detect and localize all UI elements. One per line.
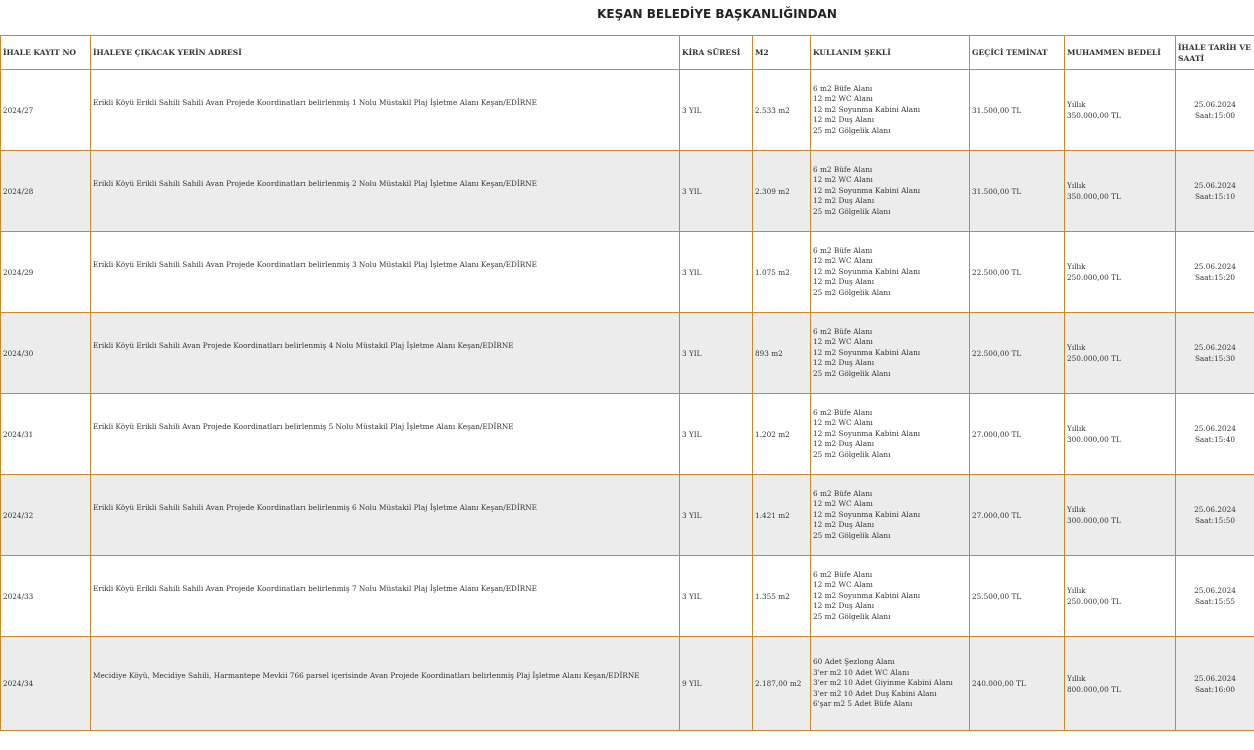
- kullanim-line: 12 m2 Duş Alanı: [813, 277, 875, 287]
- tarih-value: 25.06.2024: [1194, 262, 1236, 271]
- kullanim-cell: [811, 556, 970, 637]
- adres-cell: [91, 475, 680, 556]
- kullanim-line: 12 m2 Soyunma Kabini Alanı: [813, 509, 921, 519]
- kullanim-cell: [811, 394, 970, 475]
- kullanim-line: 12 m2 WC Alanı: [813, 418, 873, 428]
- kullanim-line: 12 m2 WC Alanı: [813, 580, 873, 590]
- kullanim-line: 12 m2 Duş Alanı: [813, 439, 875, 449]
- bedel-value: 250.000,00 TL: [1067, 354, 1121, 363]
- kullanim-line: 12 m2 Soyunma Kabini Alanı: [813, 347, 921, 357]
- adres-cell: [91, 394, 680, 475]
- table-row: [1, 475, 1254, 556]
- saat-value: Saat:15:10: [1194, 192, 1236, 201]
- column-header-kayit-no: İHALE KAYIT NO: [1, 36, 91, 70]
- kullanim-cell: [811, 637, 970, 731]
- tarih-cell: [1176, 232, 1254, 313]
- kullanim-line: 3'er m2 10 Adet Duş Kabini Alanı: [813, 688, 937, 698]
- table-row: [1, 637, 1254, 731]
- kullanim-line: 6 m2 Büfe Alanı: [813, 407, 873, 417]
- m2-cell: 2.187,00 m2: [753, 637, 811, 731]
- kullanim-line: 12 m2 Duş Alanı: [813, 520, 875, 530]
- kullanim-line: 25 m2 Gölgelik Alanı: [813, 287, 891, 297]
- m2-cell: 2.309 m2: [753, 151, 811, 232]
- column-header-bedel: MUHAMMEN BEDELİ: [1065, 36, 1176, 70]
- tarih-cell: [1176, 70, 1254, 151]
- bedel-label: Yıllık: [1067, 181, 1086, 190]
- kullanim-line: 12 m2 Soyunma Kabini Alanı: [813, 104, 921, 114]
- adres-cell: [91, 232, 680, 313]
- kullanim-line: 25 m2 Gölgelik Alanı: [813, 530, 891, 540]
- adres-text: Mecidiye Köyü, Mecidiye Sahili, Harmantepe Mevkii 766 parsel içerisinde Avan Projede Koordinatları belirlenmiş Plaj İşletme Alanı Keşan/EDİRNE: [93, 671, 640, 680]
- kullanim-line: 12 m2 WC Alanı: [813, 499, 873, 509]
- bedel-cell: [1065, 151, 1176, 232]
- kullanim-line: 12 m2 WC Alanı: [813, 94, 873, 104]
- kullanim-cell: [811, 151, 970, 232]
- column-header-kullanim: KULLANIM ŞEKLİ: [811, 36, 970, 70]
- kayit-no-cell: 2024/29: [1, 232, 91, 313]
- saat-value: Saat:15:50: [1194, 516, 1236, 525]
- teminat-cell: 31.500,00 TL: [970, 70, 1065, 151]
- bedel-label: Yıllık: [1067, 343, 1086, 352]
- adres-cell: [91, 70, 680, 151]
- kullanim-line: 3'er m2 10 Adet Giyinme Kabini Alanı: [813, 678, 953, 688]
- tarih-cell: [1176, 313, 1254, 394]
- kayit-no-cell: 2024/27: [1, 70, 91, 151]
- bedel-value: 350.000,00 TL: [1067, 111, 1121, 120]
- table-row: [1, 232, 1254, 313]
- bedel-label: Yıllık: [1067, 673, 1086, 683]
- kullanim-line: 6 m2 Büfe Alanı: [813, 488, 873, 498]
- kullanim-line: 12 m2 WC Alanı: [813, 337, 873, 347]
- bedel-label: Yıllık: [1067, 586, 1086, 595]
- m2-cell: 2.533 m2: [753, 70, 811, 151]
- bedel-cell: [1065, 637, 1176, 731]
- bedel-cell: [1065, 475, 1176, 556]
- kullanim-cell: [811, 70, 970, 151]
- tender-table: [0, 35, 1254, 731]
- m2-cell: 1.075 m2: [753, 232, 811, 313]
- kullanim-line: 25 m2 Gölgelik Alanı: [813, 611, 891, 621]
- kayit-no-cell: 2024/31: [1, 394, 91, 475]
- kullanim-line: 12 m2 Duş Alanı: [813, 196, 875, 206]
- adres-text: Erikli Köyü Erikli Sahili Sahili Avan Projede Koordinatları belirlenmiş 7 Nolu Müstakil Plaj İşletme Alanı Keşan/EDİRNE: [93, 583, 537, 593]
- kullanim-line: 12 m2 Soyunma Kabini Alanı: [813, 590, 921, 600]
- column-header-teminat: GEÇİCİ TEMİNAT: [970, 36, 1065, 70]
- kira-suresi-cell: 3 YIL: [680, 394, 753, 475]
- teminat-cell: 22.500,00 TL: [970, 313, 1065, 394]
- kayit-no-cell: 2024/30: [1, 313, 91, 394]
- teminat-cell: 31.500,00 TL: [970, 151, 1065, 232]
- kullanim-line: 25 m2 Gölgelik Alanı: [813, 125, 891, 135]
- bedel-value: 800.000,00 TL: [1067, 684, 1121, 694]
- kayit-no-cell: 2024/32: [1, 475, 91, 556]
- kayit-no-cell: 2024/34: [1, 637, 91, 731]
- teminat-cell: 27.000,00 TL: [970, 475, 1065, 556]
- adres-text: Erikli Köyü Erikli Sahili Sahili Avan Projede Koordinatları belirlenmiş 3 Nolu Müstakil Plaj İşletme Alanı Keşan/EDİRNE: [93, 259, 537, 269]
- kullanim-line: 12 m2 Duş Alanı: [813, 115, 875, 125]
- table-row: [1, 151, 1254, 232]
- column-header-kira-suresi: KİRA SÜRESİ: [680, 36, 753, 70]
- m2-cell: 1.355 m2: [753, 556, 811, 637]
- teminat-cell: 22.500,00 TL: [970, 232, 1065, 313]
- kullanim-line: 6 m2 Büfe Alanı: [813, 326, 873, 336]
- bedel-label: Yıllık: [1067, 262, 1086, 271]
- kullanim-line: 60 Adet Şezlong Alanı: [813, 657, 895, 667]
- bedel-cell: [1065, 232, 1176, 313]
- kullanim-line: 12 m2 Duş Alanı: [813, 601, 875, 611]
- kullanim-line: 25 m2 Gölgelik Alanı: [813, 206, 891, 216]
- table-row: [1, 313, 1254, 394]
- adres-text: Erikli Köyü Erikli Sahili Avan Projede Koordinatları belirlenmiş 5 Nolu Müstakil Plaj İşletme Alanı Keşan/EDİRNE: [93, 421, 514, 431]
- tarih-cell: [1176, 394, 1254, 475]
- kira-suresi-cell: 3 YIL: [680, 556, 753, 637]
- page-title: KEŞAN BELEDİYE BAŞKANLIĞINDAN: [597, 7, 837, 21]
- saat-value: Saat:16:00: [1194, 684, 1236, 694]
- tarih-value: 25.06.2024: [1194, 343, 1236, 352]
- tarih-value: 25.06.2024: [1194, 673, 1236, 683]
- tarih-value: 25.06.2024: [1194, 181, 1236, 190]
- saat-value: Saat:15:20: [1194, 273, 1236, 282]
- adres-text: Erikli Köyü Erikli Sahili Sahili Avan Projede Koordinatları belirlenmiş 2 Nolu Müstakil Plaj İşletme Alanı Keşan/EDİRNE: [93, 178, 537, 188]
- table-body: [1, 70, 1254, 731]
- table-header: [1, 36, 1254, 70]
- bedel-cell: [1065, 313, 1176, 394]
- teminat-cell: 25.500,00 TL: [970, 556, 1065, 637]
- kullanim-line: 12 m2 WC Alanı: [813, 256, 873, 266]
- kullanim-cell: [811, 232, 970, 313]
- column-header-tarih: İHALE TARİH VE SAATİ: [1176, 36, 1254, 70]
- kira-suresi-cell: 3 YIL: [680, 70, 753, 151]
- bedel-value: 300.000,00 TL: [1067, 516, 1121, 525]
- kullanim-line: 6'şar m2 5 Adet Büfe Alanı: [813, 699, 913, 709]
- bedel-value: 250.000,00 TL: [1067, 597, 1121, 606]
- teminat-cell: 240.000,00 TL: [970, 637, 1065, 731]
- m2-cell: 1.421 m2: [753, 475, 811, 556]
- kayit-no-cell: 2024/33: [1, 556, 91, 637]
- adres-text: Erikli Köyü Erikli Sahili Avan Projede Koordinatları belirlenmiş 4 Nolu Müstakil Plaj İşletme Alanı Keşan/EDİRNE: [93, 340, 514, 350]
- kullanim-line: 25 m2 Gölgelik Alanı: [813, 368, 891, 378]
- bedel-cell: [1065, 394, 1176, 475]
- bedel-cell: [1065, 556, 1176, 637]
- saat-value: Saat:15:40: [1194, 435, 1236, 444]
- kullanim-line: 6 m2 Büfe Alanı: [813, 569, 873, 579]
- adres-cell: [91, 313, 680, 394]
- kira-suresi-cell: 3 YIL: [680, 313, 753, 394]
- tarih-cell: [1176, 151, 1254, 232]
- adres-cell: [91, 556, 680, 637]
- saat-value: Saat:15:55: [1194, 597, 1236, 606]
- teminat-cell: 27.000,00 TL: [970, 394, 1065, 475]
- bedel-value: 300.000,00 TL: [1067, 435, 1121, 444]
- tarih-value: 25.06.2024: [1194, 424, 1236, 433]
- kullanim-line: 6 m2 Büfe Alanı: [813, 164, 873, 174]
- kullanim-line: 12 m2 Soyunma Kabini Alanı: [813, 428, 921, 438]
- kullanim-line: 12 m2 Duş Alanı: [813, 358, 875, 368]
- kullanim-line: 3'er m2 10 Adet WC Alanı: [813, 667, 910, 677]
- kira-suresi-cell: 9 YIL: [680, 637, 753, 731]
- tarih-cell: [1176, 475, 1254, 556]
- bedel-label: Yıllık: [1067, 505, 1086, 514]
- table-row: [1, 394, 1254, 475]
- adres-text: Erikli Köyü Erikli Sahili Sahili Avan Projede Koordinatları belirlenmiş 1 Nolu Müstakil Plaj İşletme Alanı Keşan/EDİRNE: [93, 97, 537, 107]
- column-header-m2: M2: [753, 36, 811, 70]
- kayit-no-cell: 2024/28: [1, 151, 91, 232]
- tarih-value: 25.06.2024: [1194, 505, 1236, 514]
- tarih-cell: [1176, 556, 1254, 637]
- kullanim-line: 12 m2 Soyunma Kabini Alanı: [813, 266, 921, 276]
- tarih-value: 25.06.2024: [1194, 100, 1236, 109]
- kullanim-line: 25 m2 Gölgelik Alanı: [813, 449, 891, 459]
- m2-cell: 1.202 m2: [753, 394, 811, 475]
- kullanim-line: 12 m2 WC Alanı: [813, 175, 873, 185]
- kullanim-line: 6 m2 Büfe Alanı: [813, 245, 873, 255]
- adres-text: Erikli Köyü Erikli Sahili Sahili Avan Projede Koordinatları belirlenmiş 6 Nolu Müstakil Plaj İşletme Alanı Keşan/EDİRNE: [93, 502, 537, 512]
- kullanim-cell: [811, 475, 970, 556]
- bedel-value: 350.000,00 TL: [1067, 192, 1121, 201]
- saat-value: Saat:15:30: [1194, 354, 1236, 363]
- bedel-value: 250.000,00 TL: [1067, 273, 1121, 282]
- kullanim-cell: [811, 313, 970, 394]
- bedel-cell: [1065, 70, 1176, 151]
- kira-suresi-cell: 3 YIL: [680, 151, 753, 232]
- adres-cell: [91, 637, 680, 731]
- table-row: [1, 556, 1254, 637]
- kullanim-line: 12 m2 Soyunma Kabini Alanı: [813, 185, 921, 195]
- m2-cell: 893 m2: [753, 313, 811, 394]
- tarih-value: 25.06.2024: [1194, 586, 1236, 595]
- kira-suresi-cell: 3 YIL: [680, 475, 753, 556]
- kullanim-line: 6 m2 Büfe Alanı: [813, 83, 873, 93]
- column-header-adres: İHALEYE ÇIKACAK YERİN ADRESİ: [91, 36, 680, 70]
- adres-cell: [91, 151, 680, 232]
- kira-suresi-cell: 3 YIL: [680, 232, 753, 313]
- bedel-label: Yıllık: [1067, 100, 1086, 109]
- bedel-label: Yıllık: [1067, 424, 1086, 433]
- tarih-cell: [1176, 637, 1254, 731]
- table-row: [1, 70, 1254, 151]
- saat-value: Saat:15:00: [1194, 111, 1236, 120]
